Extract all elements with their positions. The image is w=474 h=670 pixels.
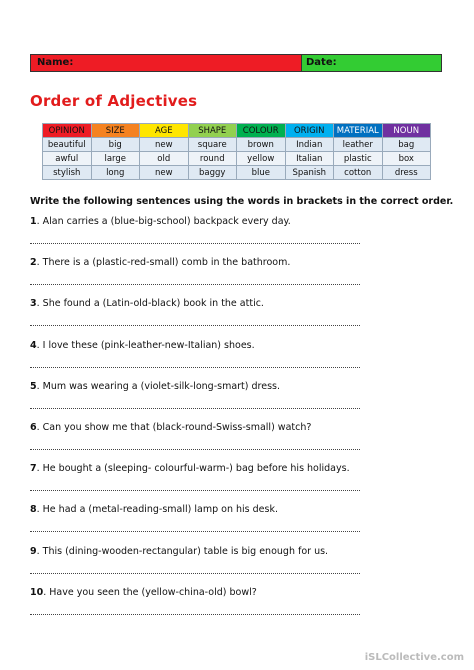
- question-item: [30, 381, 280, 392]
- question-number: 7: [30, 463, 37, 474]
- adjective-order-table: [42, 123, 431, 180]
- question-item: [30, 546, 328, 557]
- question-text: . This (dining-wooden-rectangular) table is big enough for us.: [36, 546, 329, 557]
- question-number: 6: [30, 422, 37, 433]
- answer-line[interactable]: [30, 614, 360, 615]
- question-item: [30, 422, 311, 433]
- table-cell: blue: [237, 166, 286, 180]
- table-cell: large: [91, 152, 140, 166]
- answer-line[interactable]: [30, 449, 360, 450]
- column-header: SIZE: [91, 124, 140, 138]
- table-cell: plastic: [334, 152, 383, 166]
- column-header: MATERIAL: [334, 124, 383, 138]
- question-text: . Can you show me that (black-round-Swiss-small) watch?: [36, 422, 312, 433]
- answer-line[interactable]: [30, 573, 360, 574]
- answer-line[interactable]: [30, 243, 360, 244]
- column-header: NOUN: [382, 124, 431, 138]
- question-number: 1: [30, 216, 37, 227]
- page-title: Order of Adjectives: [30, 92, 198, 110]
- table-cell: square: [188, 138, 237, 152]
- table-cell: Indian: [285, 138, 334, 152]
- name-field[interactable]: Name:: [31, 55, 301, 71]
- question-number: 2: [30, 257, 37, 268]
- table-cell: big: [91, 138, 140, 152]
- table-cell: baggy: [188, 166, 237, 180]
- question-number: 9: [30, 546, 37, 557]
- table-cell: cotton: [334, 166, 383, 180]
- question-item: [30, 340, 255, 351]
- table-cell: bag: [382, 138, 431, 152]
- table-cell: stylish: [43, 166, 92, 180]
- question-text: . I love these (pink-leather-new-Italian) shoes.: [36, 340, 255, 351]
- question-number: 8: [30, 504, 37, 515]
- question-number: 10: [30, 587, 44, 598]
- table-cell: brown: [237, 138, 286, 152]
- answer-line[interactable]: [30, 490, 360, 491]
- table-cell: awful: [43, 152, 92, 166]
- question-item: [30, 298, 264, 309]
- question-number: 5: [30, 381, 37, 392]
- question-number: 4: [30, 340, 37, 351]
- table-row: [43, 166, 431, 180]
- question-item: [30, 463, 350, 474]
- question-item: [30, 587, 257, 598]
- answer-line[interactable]: [30, 325, 360, 326]
- table-cell: old: [140, 152, 189, 166]
- table-cell: new: [140, 166, 189, 180]
- table-row: [43, 138, 431, 152]
- column-header: AGE: [140, 124, 189, 138]
- table-cell: yellow: [237, 152, 286, 166]
- column-header: COLOUR: [237, 124, 286, 138]
- site-watermark: iSLCollective.com: [364, 652, 464, 663]
- answer-line[interactable]: [30, 408, 360, 409]
- question-item: [30, 216, 291, 227]
- question-text: . There is a (plastic-red-small) comb in the bathroom.: [36, 257, 291, 268]
- table-cell: new: [140, 138, 189, 152]
- question-text: . Mum was wearing a (violet-silk-long-smart) dress.: [36, 381, 280, 392]
- table-cell: round: [188, 152, 237, 166]
- question-item: [30, 504, 278, 515]
- table-cell: leather: [334, 138, 383, 152]
- answer-line[interactable]: [30, 284, 360, 285]
- table-cell: dress: [382, 166, 431, 180]
- table-cell: long: [91, 166, 140, 180]
- table-header-row: [43, 124, 431, 138]
- table-row: [43, 152, 431, 166]
- column-header: OPINION: [43, 124, 92, 138]
- instruction-text: Write the following sentences using the words in brackets in the correct order.: [30, 196, 454, 207]
- answer-line[interactable]: [30, 531, 360, 532]
- table-cell: Italian: [285, 152, 334, 166]
- table-cell: beautiful: [43, 138, 92, 152]
- question-text: . Alan carries a (blue-big-school) backpack every day.: [36, 216, 291, 227]
- question-text: . He had a (metal-reading-small) lamp on his desk.: [36, 504, 278, 515]
- question-text: . Have you seen the (yellow-china-old) bowl?: [43, 587, 257, 598]
- name-date-bar: [30, 54, 442, 72]
- answer-line[interactable]: [30, 367, 360, 368]
- column-header: ORIGIN: [285, 124, 334, 138]
- question-text: . She found a (Latin-old-black) book in the attic.: [36, 298, 264, 309]
- date-field[interactable]: Date:: [301, 55, 441, 71]
- table-cell: Spanish: [285, 166, 334, 180]
- question-item: [30, 257, 290, 268]
- table-cell: box: [382, 152, 431, 166]
- question-number: 3: [30, 298, 37, 309]
- question-text: . He bought a (sleeping- colourful-warm-) bag before his holidays.: [36, 463, 350, 474]
- column-header: SHAPE: [188, 124, 237, 138]
